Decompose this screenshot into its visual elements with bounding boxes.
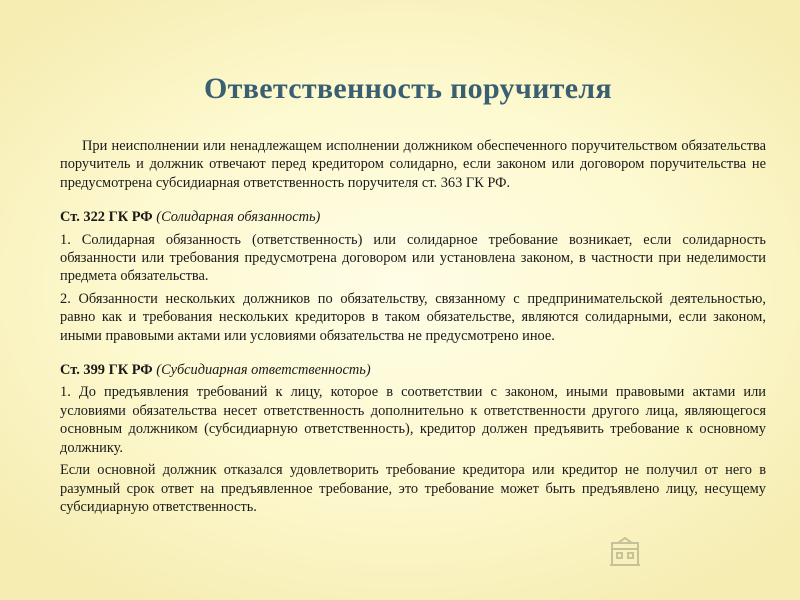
slide-title: Ответственность поручителя bbox=[204, 72, 612, 105]
slide-content bbox=[60, 137, 766, 520]
article-399-item-2: Если основной должник отказался удовлетворить требование кредитора или кредитор не получил от него в разумный срок ответ на предъявленное требование, это требование может быть предъявлено лицу, несущему субсидиарную ответственность. bbox=[60, 462, 766, 515]
article-322-ref: Ст. 322 ГК РФ bbox=[60, 209, 153, 226]
building-icon bbox=[608, 535, 642, 569]
article-399-heading bbox=[60, 361, 766, 379]
intro-paragraph: При неисполнении или ненадлежащем исполнении должником обеспеченного поручительством обязательства поручитель и должник отвечают перед кредитором солидарно, если законом или договором поручительства не предусмотрена субсидиарная ответственность поручителя ст. 363 ГК РФ. bbox=[60, 138, 766, 191]
article-399-ref: Ст. 399 ГК РФ bbox=[60, 362, 153, 379]
article-322-item-2: 2. Обязанности нескольких должников по обязательству, связанному с предпринимательской деятельностью, равно как и требования нескольких кредиторов в таком обязательстве, являются солидарными, если законом, иными правовыми актами или условиями обязательства не предусмотрено иное. bbox=[60, 290, 766, 344]
article-399-item-1: 1. До предъявления требований к лицу, которое в соответствии с законом, иными правовыми актами или условиями обязательства несет ответственность дополнительно к ответственности другого лица, являющегося основным должником (субсидиарную ответственность), кредитор должен предъявить требование к основному должнику. bbox=[60, 384, 766, 456]
article-322-name: (Солидарная обязанность) bbox=[156, 209, 321, 226]
article-399-name: (Субсидиарная ответственность) bbox=[156, 362, 371, 379]
article-322-heading bbox=[60, 208, 766, 226]
article-322-item-1: 1. Солидарная обязанность (ответственность) или солидарное требование возникает, если солидарность обязанности или требования предусмотрена договором или установлена законом, в частности при неделимости предмета обязательства. bbox=[60, 231, 766, 285]
